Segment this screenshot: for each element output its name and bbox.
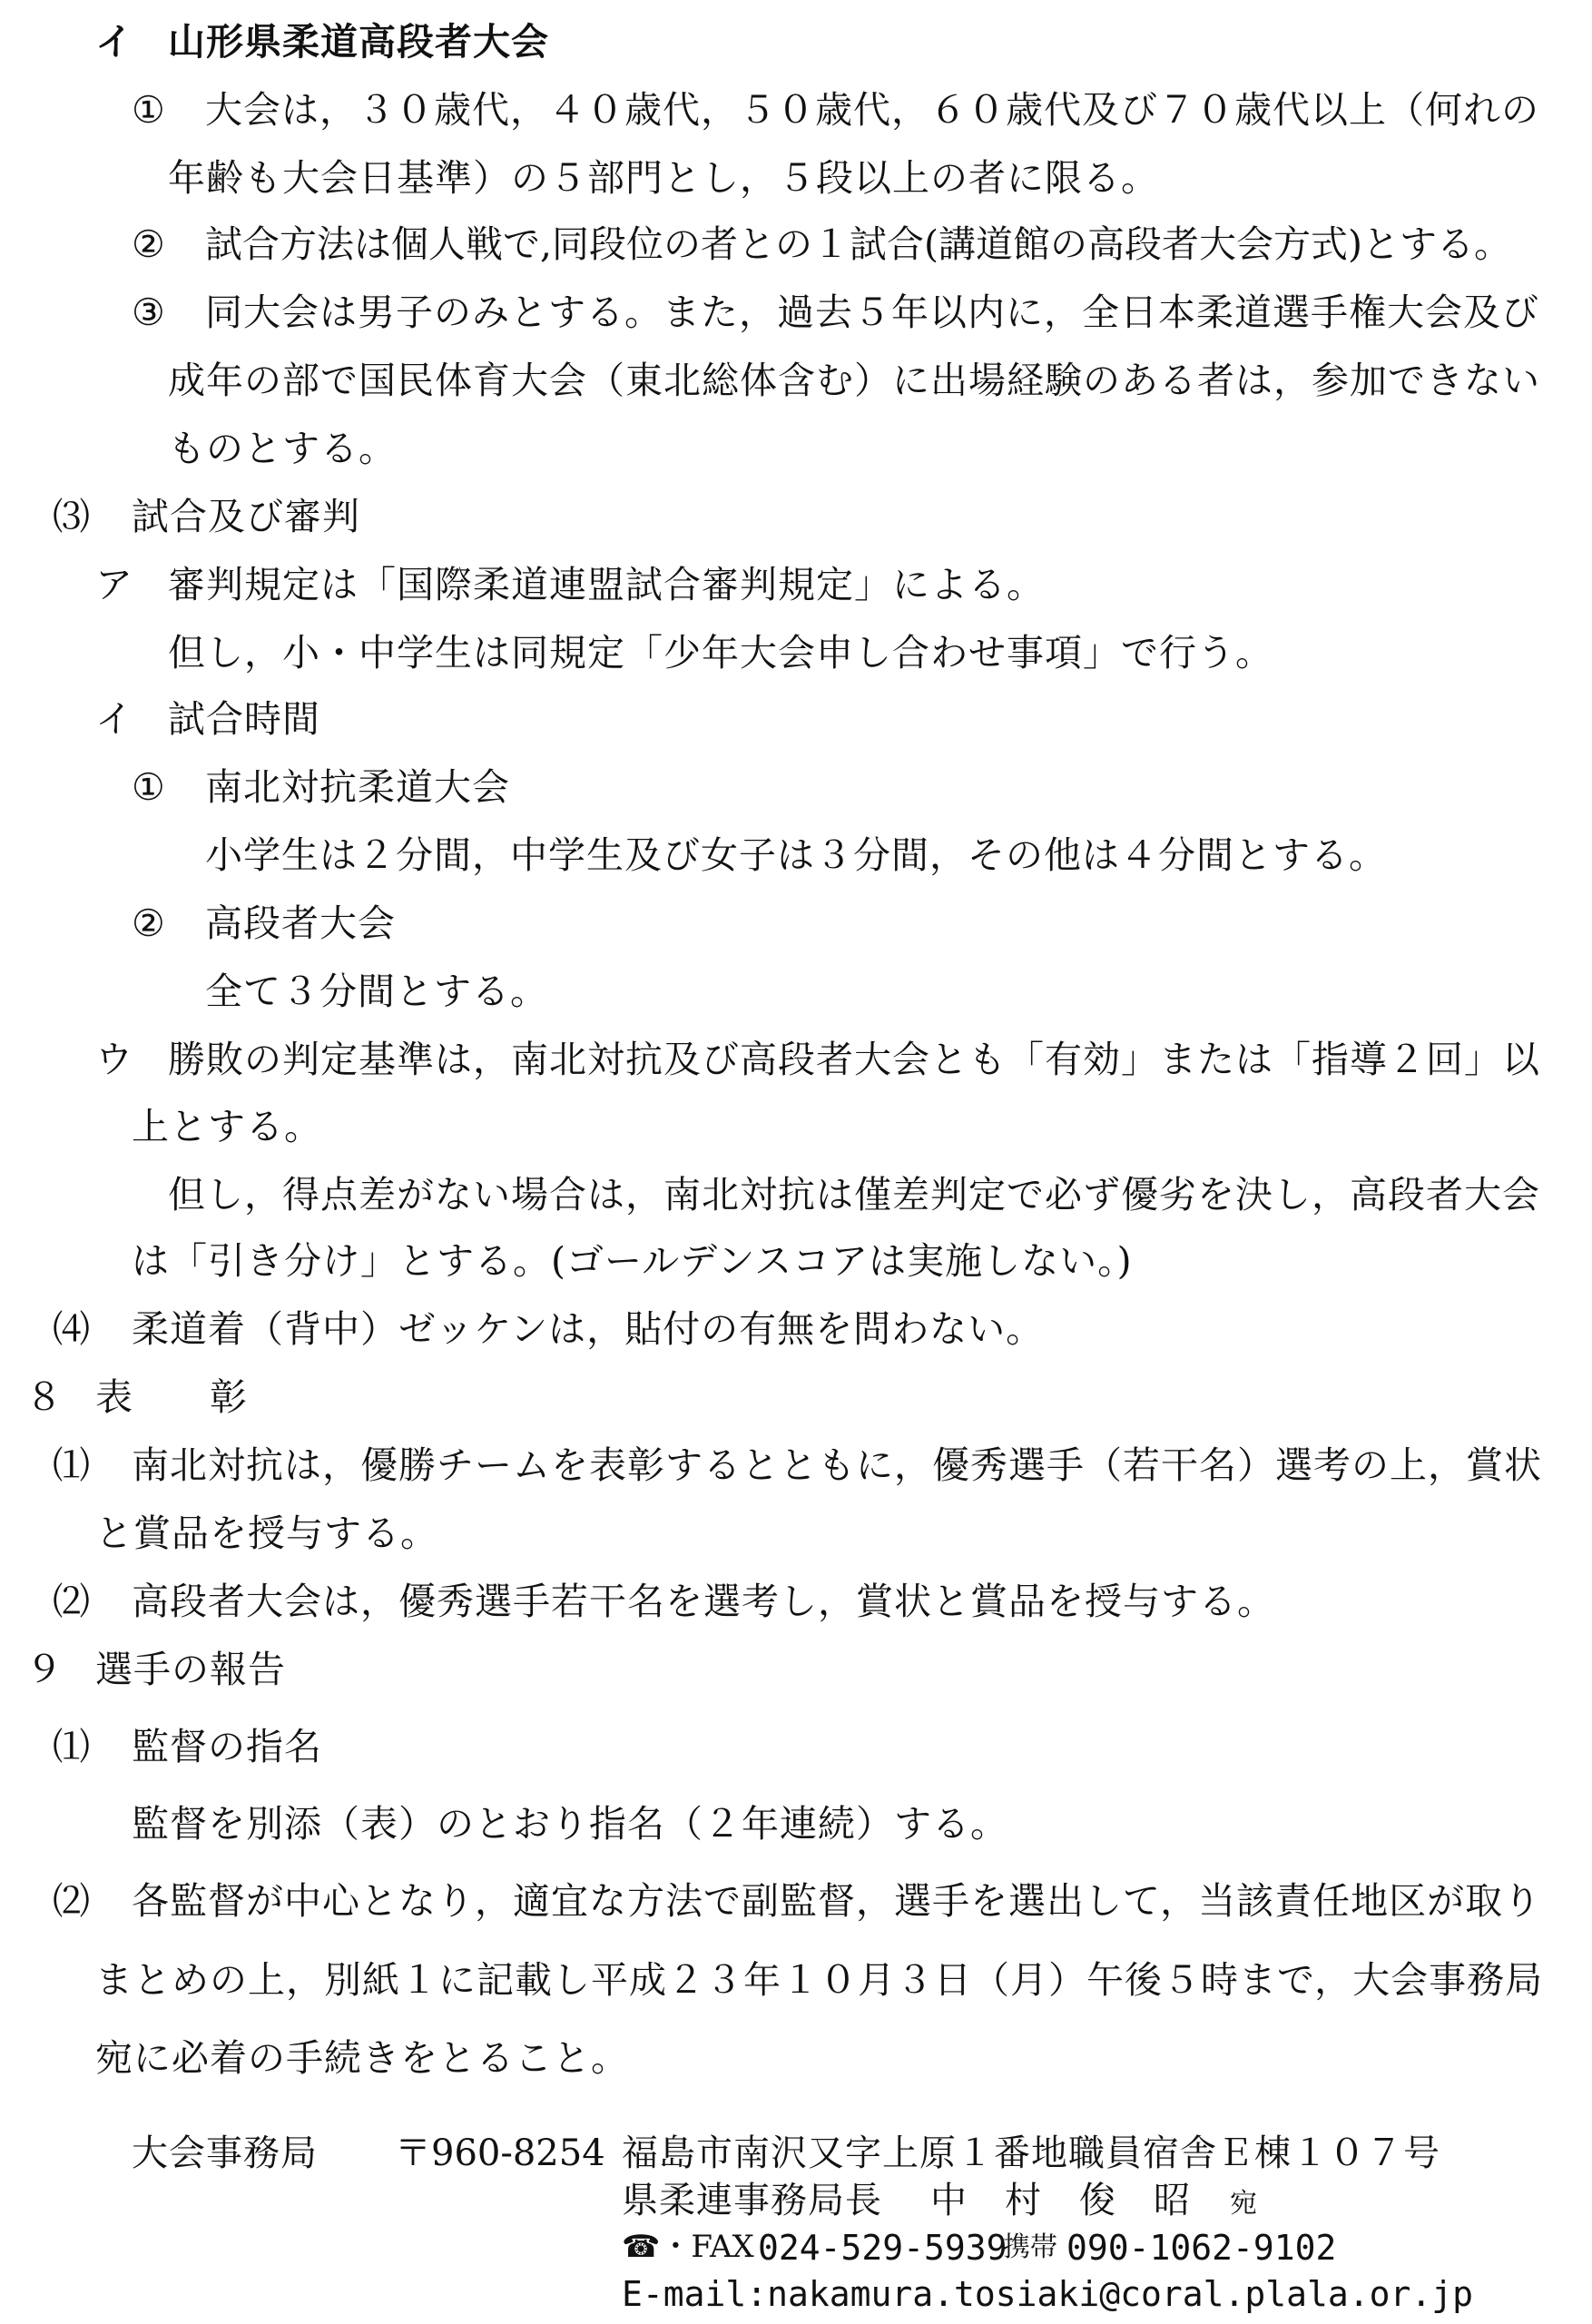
item-3-line-1: 同大会は男子のみとする。また，過去５年以内に，全日本柔道選手権大会及び bbox=[205, 290, 1539, 334]
match-time-2-marker: ② bbox=[132, 901, 166, 945]
section-9-p2-line-2: まとめの上，別紙１に記載し平成２３年１０月３日（月）午後５時まで，大会事務局 bbox=[95, 1958, 1544, 2002]
contact-phone: 024-529-5939 bbox=[758, 2228, 1007, 2268]
section-9-p2-line-3: 宛に必着の手続きをとること。 bbox=[95, 2036, 629, 2080]
contact-phone-label: ☎・FAX bbox=[622, 2229, 754, 2265]
section-8-p1-marker: ⑴ bbox=[53, 1443, 91, 1487]
item-3-marker: ③ bbox=[132, 290, 166, 334]
section-8-p1-line-1: 南北対抗は，優勝チームを表彰するとともに，優秀選手（若干名）選考の上，賞状 bbox=[132, 1443, 1542, 1487]
match-time-2-text: 全て３分間とする。 bbox=[205, 970, 548, 1013]
contact-name: 中 村 俊 昭 bbox=[930, 2180, 1191, 2221]
contact-office-label: 大会事務局 bbox=[132, 2132, 318, 2174]
section-9-p1-marker: ⑴ bbox=[53, 1725, 91, 1768]
section-3-i-title: 試合時間 bbox=[168, 697, 320, 741]
item-2-line-1: 試合方法は個人戦で,同段位の者との１試合(講道館の高段者大会方式)とする。 bbox=[205, 222, 1512, 266]
contact-mobile: 090-1062-9102 bbox=[1066, 2228, 1337, 2268]
section-8-number: ８ bbox=[25, 1375, 64, 1419]
item-3-line-2: 成年の部で国民体育大会（東北総体含む）に出場経験のある者は，参加できない bbox=[168, 359, 1540, 402]
contact-email: E-mail:nakamura.tosiaki@coral.plala.or.jp bbox=[622, 2274, 1473, 2314]
section-3-i-marker: イ bbox=[95, 697, 133, 741]
section-3-u-line-2: 上とする。 bbox=[132, 1105, 322, 1148]
section-3-title: 試合及び審判 bbox=[132, 495, 360, 538]
section-8-p2-marker: ⑵ bbox=[53, 1580, 91, 1623]
section-4-marker: ⑷ bbox=[53, 1307, 91, 1351]
contact-honorific: 宛 bbox=[1230, 2188, 1258, 2220]
section-i-marker: イ bbox=[95, 20, 133, 64]
contact-mobile-label: 携帯 bbox=[1003, 2231, 1057, 2263]
contact-postal-code: 〒960-8254 bbox=[395, 2132, 605, 2174]
section-9-p2-line-1: 各監督が中心となり，適宜な方法で副監督，選手を選出して，当該責任地区が取り bbox=[132, 1879, 1542, 1923]
section-3-a-line-2: 但し，小・中学生は同規定「少年大会申し合わせ事項」で行う。 bbox=[168, 631, 1273, 675]
section-3-u-line-1: 勝敗の判定基準は，南北対抗及び高段者大会とも「有効」または「指導２回」以 bbox=[168, 1038, 1540, 1081]
section-3-a-line-1: 審判規定は「国際柔道連盟試合審判規定」による。 bbox=[168, 563, 1045, 606]
match-time-1-text: 小学生は２分間，中学生及び女子は３分間，その他は４分間とする。 bbox=[205, 833, 1387, 877]
section-3-u-line-4: は「引き分け」とする。(ゴールデンスコアは実施しない。) bbox=[132, 1239, 1133, 1283]
item-1-marker: ① bbox=[132, 88, 166, 132]
section-8-title: 表 彰 bbox=[95, 1375, 248, 1419]
section-9-p1-title: 監督の指名 bbox=[132, 1725, 322, 1768]
section-8-p1-line-2: と賞品を授与する。 bbox=[95, 1512, 438, 1555]
contact-address: 福島市南沢又字上原１番地職員宿舎Ｅ棟１０７号 bbox=[622, 2132, 1440, 2174]
section-9-number: ９ bbox=[25, 1648, 64, 1691]
match-time-1-marker: ① bbox=[132, 765, 166, 809]
section-9-p2-marker: ⑵ bbox=[53, 1879, 91, 1923]
match-time-2-title: 高段者大会 bbox=[205, 901, 396, 945]
section-i-title: 山形県柔道高段者大会 bbox=[168, 20, 549, 64]
contact-role: 県柔連事務局長 bbox=[622, 2180, 882, 2221]
section-3-u-line-3: 但し，得点差がない場合は，南北対抗は僅差判定で必ず優劣を決し，高段者大会 bbox=[168, 1173, 1540, 1216]
section-9-title: 選手の報告 bbox=[95, 1648, 286, 1691]
section-3-a-marker: ア bbox=[95, 563, 133, 606]
section-4-text: 柔道着（背中）ゼッケンは，貼付の有無を問わない。 bbox=[132, 1307, 1045, 1351]
section-3-u-marker: ウ bbox=[95, 1038, 133, 1081]
section-8-p2-text: 高段者大会は，優秀選手若干名を選考し，賞状と賞品を授与する。 bbox=[132, 1580, 1275, 1623]
section-9-p1-text: 監督を別添（表）のとおり指名（２年連続）する。 bbox=[132, 1802, 1008, 1846]
item-3-line-3: ものとする。 bbox=[168, 427, 397, 470]
item-1-line-1: 大会は，３０歳代，４０歳代，５０歳代，６０歳代及び７０歳代以上（何れの bbox=[205, 88, 1539, 132]
section-3-marker: ⑶ bbox=[53, 495, 91, 538]
item-2-marker: ② bbox=[132, 222, 166, 266]
item-1-line-2: 年齢も大会日基準）の５部門とし，５段以上の者に限る。 bbox=[168, 156, 1159, 200]
match-time-1-title: 南北対抗柔道大会 bbox=[205, 765, 510, 809]
